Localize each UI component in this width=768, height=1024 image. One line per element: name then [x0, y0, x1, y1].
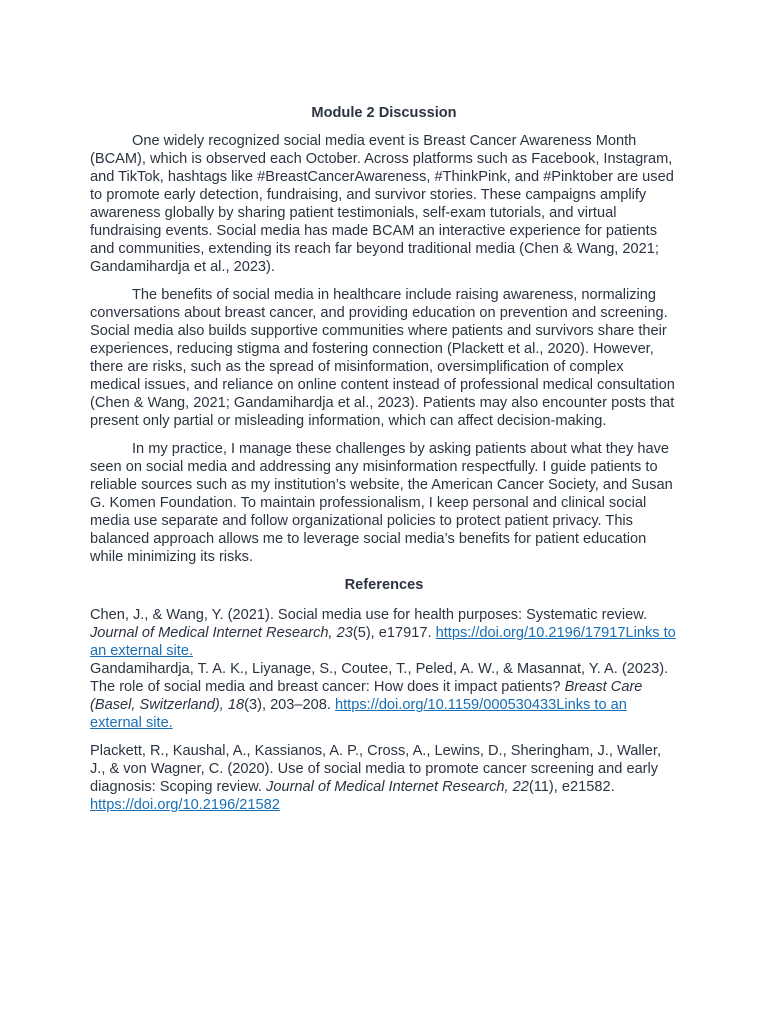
body-paragraph-2: The benefits of social media in healthcare include raising awareness, normalizing conversations about breast cancer, and providing education on prevention and screening. Social media also builds supportive communities where patients and survivors share their experiences, reducing stigma and fostering connection (Plackett et al., 2020). However, there are risks, such as the spread of misinformation, oversimplification of complex medical issues, and reliance on online content instead of professional medical consultation (Chen & Wang, 2021; Gandamihardja et al., 2023). Patients may also encounter posts that present only partial or misleading information, which can affect decision-making. [90, 287, 675, 429]
document-title: Module 2 Discussion [311, 105, 457, 121]
reference-journal: Journal of Medical Internet Research, 23 [90, 625, 353, 641]
reference-issue: (11), e21582. [528, 779, 615, 795]
reference-doi-link[interactable]: https://doi.org/10.1159/000530433Links to an external site. [90, 697, 627, 731]
reference-chen-wang [90, 606, 678, 660]
body-paragraph-1: One widely recognized social media event is Breast Cancer Awareness Month (BCAM), which is observed each October. Across platforms such as Facebook, Instagram, and TikTok, hashtags like #BreastCancerAwareness, #ThinkPink, and #Pinktober are used to promote early detection, fundraising, and survivor stories. These campaigns amplify awareness globally by sharing patient testimonials, self-exam tutorials, and virtual fundraising events. Social media has made BCAM an interactive experience for patients and communities, extending its reach far beyond traditional media (Chen & Wang, 2021; Gandamihardja et al., 2023). [90, 133, 674, 275]
reference-journal: Breast Care (Basel, Switzerland), 18 [90, 679, 643, 713]
reference-authors: Gandamihardja, T. A. K., Liyanage, S., Coutee, T., Peled, A. W., & Masannat, Y. A. (2023). The role of social media and breast cancer: How does it impact patients? [90, 661, 669, 695]
reference-doi-link[interactable]: https://doi.org/10.2196/17917Links to an external site. [90, 625, 676, 659]
references-heading: References [344, 577, 424, 593]
reference-issue: (3), 203–208. [244, 697, 331, 713]
reference-plackett [90, 742, 678, 814]
reference-issue: (5), e17917. [352, 625, 432, 641]
reference-doi-link[interactable]: https://doi.org/10.2196/21582 [90, 797, 280, 813]
body-paragraph-3: In my practice, I manage these challenges by asking patients about what they have seen on social media and addressing any misinformation respectfully. I guide patients to reliable sources such as my institution’s website, the American Cancer Society, and Susan G. Komen Foundation. To maintain professionalism, I keep personal and clinical social media use separate and follow organizational policies to protect patient privacy. This balanced approach allows me to leverage social media’s benefits for patient education while minimizing its risks. [90, 441, 673, 565]
reference-journal: Journal of Medical Internet Research, 22 [266, 779, 529, 795]
reference-authors: Chen, J., & Wang, Y. (2021). Social media use for health purposes: Systematic review. [90, 607, 648, 623]
reference-gandamihardja [90, 660, 678, 732]
document-page [90, 104, 678, 814]
reference-authors: Plackett, R., Kaushal, A., Kassianos, A. P., Cross, A., Lewins, D., Sheringham, J., Waller, J., & von Wagner, C. (2020). Use of social media to promote cancer screening and early diagnosis: Scoping review. [90, 743, 662, 795]
